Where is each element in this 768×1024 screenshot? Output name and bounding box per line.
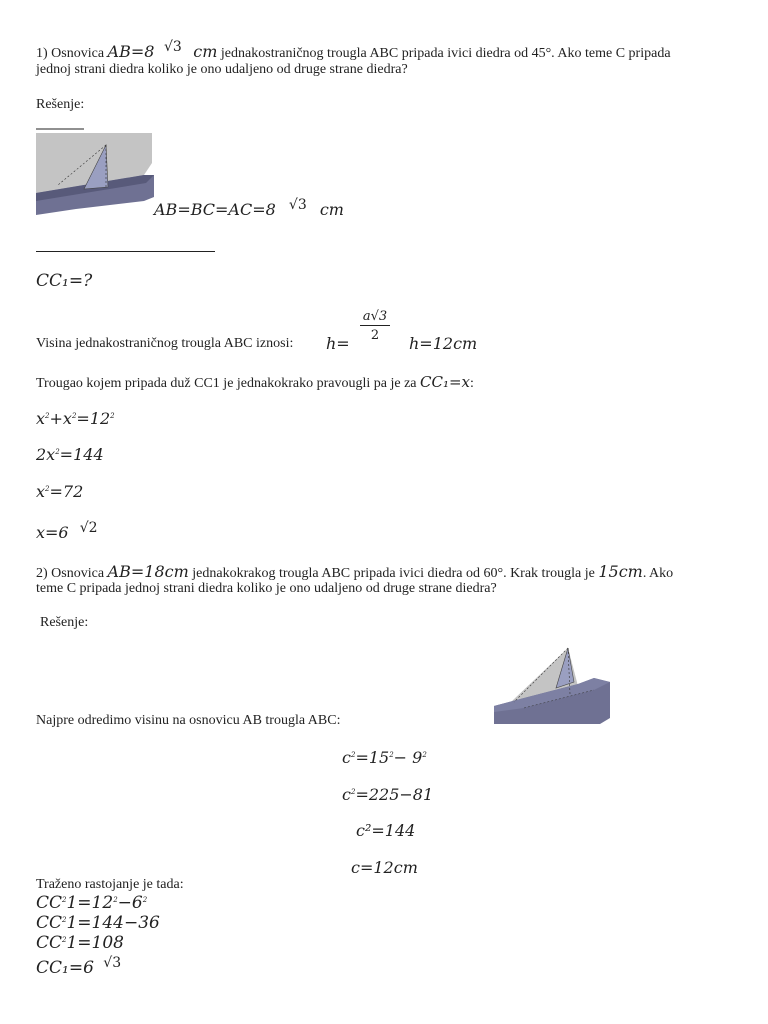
c2-rhs: =225−81	[355, 785, 434, 804]
problem1-resenje-label: Rešenje:	[36, 97, 85, 112]
r1-cc: CC	[36, 893, 63, 913]
r3-cc: CC	[36, 933, 63, 953]
c2-exp: 2	[350, 788, 356, 796]
problem1-height-text: Visina jednakostraničnog trougla ABC iznosi:	[36, 336, 294, 351]
c2-lhs: c	[342, 785, 351, 804]
eq1-plus-x: +x	[49, 409, 72, 428]
problem1-cm: cm	[193, 42, 218, 61]
problem1-eq3	[36, 482, 83, 501]
problem1-given-equation	[154, 197, 344, 219]
problem2-ab-label: AB=18cm	[107, 562, 189, 581]
r2-exp: 2	[62, 916, 67, 924]
problem1-frac-num: a√3	[362, 309, 388, 324]
problem1-divider	[36, 251, 215, 252]
problem1-prefix: 1) Osnovica	[36, 46, 105, 61]
problem2-trazeno-text: Traženo rastojanje je tada:	[36, 877, 184, 892]
problem1-statement-line2: jednoj strani diedra koliko je ono udaljeno od druge strane diedra?	[36, 62, 408, 77]
problem2-result-eq2	[36, 913, 160, 933]
problem1-unknown: CC₁=?	[36, 271, 93, 291]
problem1-triangle-colon: :	[470, 376, 474, 391]
problem1-triangle-var: CC₁=x	[420, 373, 470, 391]
c1-exp-c: 2	[422, 751, 427, 759]
r1-exp-b: 2	[113, 896, 118, 904]
eq3-exp: 2	[45, 485, 50, 493]
problem1-eq4	[36, 520, 98, 542]
problem2-result-eq3	[36, 933, 124, 953]
problem2-suffix: . Ako	[642, 566, 674, 581]
r2-cc: CC	[36, 913, 63, 933]
c1-mid: =15	[355, 748, 390, 767]
eq1-exp: 2	[45, 412, 50, 420]
problem1-given-eq: AB=BC=AC=8	[154, 200, 276, 219]
problem1-triangle-line	[36, 373, 474, 392]
r1-rhs: −6	[117, 893, 143, 913]
problem2-c-eq3: c²=144	[356, 821, 416, 840]
problem1-given-unit: cm	[319, 200, 344, 219]
problem2-c-eq2	[342, 785, 433, 804]
problem1-statement-line1	[36, 39, 671, 62]
eq2-lhs: 2x	[36, 445, 56, 464]
eq4-lhs: x=6	[36, 523, 69, 542]
problem1-sqrt3: √3	[163, 39, 182, 55]
problem1-suffix: jednakostraničnog trougla ABC pripada ivici diedra od 45°. Ako teme C pripada	[220, 46, 671, 61]
problem2-visina-text: Najpre odredimo visinu na osnovicu AB trougla ABC:	[36, 713, 341, 728]
problem1-h-result: h=12cm	[409, 334, 478, 353]
problem1-h-eq: h=	[326, 334, 350, 353]
problem1-eq1	[36, 409, 115, 428]
r3-rhs: 1=108	[66, 933, 124, 953]
problem1-triangle-text: Trougao kojem pripada duž CC1 je jednakokrako pravougli pa je za	[36, 376, 417, 391]
problem1-frac-bar	[360, 325, 390, 326]
problem2-c-eq4: c=12cm	[351, 858, 418, 877]
problem1-frac-den: 2	[370, 328, 380, 343]
r1-exp: 2	[62, 896, 67, 904]
problem2-statement-line1	[36, 562, 673, 582]
problem1-dihedral-figure	[36, 127, 156, 217]
eq2-rhs: =144	[59, 445, 104, 464]
eq2-exp: 2	[55, 448, 60, 456]
problem2-result-eq1	[36, 893, 147, 913]
c1-exp: 2	[350, 751, 356, 759]
r4-sqrt3: √3	[103, 955, 122, 971]
c1-exp-b: 2	[389, 751, 394, 759]
eq4-sqrt2: √2	[79, 520, 98, 536]
r2-rhs: 1=144−36	[66, 913, 160, 933]
problem2-result-eq4	[36, 955, 122, 978]
c1-rhs: − 9	[393, 748, 423, 767]
problem1-fraction	[360, 309, 390, 343]
problem2-dihedral-figure	[494, 646, 612, 726]
eq3-rhs: =72	[49, 482, 84, 501]
r3-exp: 2	[62, 936, 67, 944]
eq1-exp-c: 2	[110, 412, 115, 420]
problem2-krak: 15cm	[598, 562, 643, 581]
eq1-x: x	[36, 409, 46, 428]
problem2-resenje-label: Rešenje:	[40, 615, 89, 630]
r1-mid: 1=12	[66, 893, 114, 913]
eq1-exp-b: 2	[71, 412, 77, 420]
eq3-lhs: x	[36, 482, 46, 501]
problem1-eq2	[36, 445, 104, 464]
problem1-ab-label: AB=8	[107, 42, 155, 61]
problem2-prefix: 2) Osnovica	[36, 566, 105, 581]
problem1-given-sqrt: √3	[288, 197, 307, 213]
eq1-rhs: =12	[76, 409, 111, 428]
problem2-c-eq1	[342, 748, 427, 767]
r4-lhs: CC₁=6	[36, 958, 94, 978]
r1-exp-c: 2	[142, 896, 148, 904]
problem2-statement-line2: teme C pripada jednoj strani diedra koliko je ono udaljeno od druge strane diedra?	[36, 581, 497, 596]
problem2-mid: jednakokrakog trougla ABC pripada ivici diedra od 60°. Krak trougla je	[192, 566, 595, 581]
c1-lhs: c	[342, 748, 351, 767]
